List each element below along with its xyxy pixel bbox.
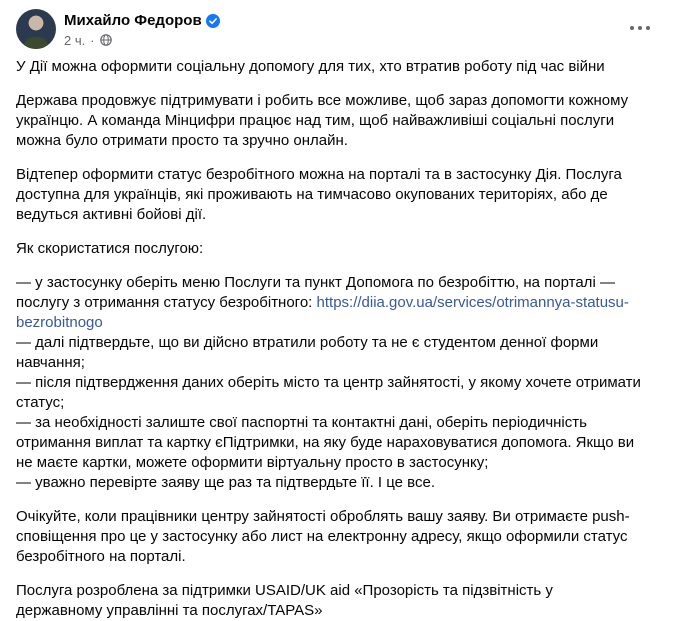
step-1: — у застосунку оберіть меню Послуги та пункт Допомога по безробіттю, на порталі — (16, 274, 615, 291)
post-steps (16, 273, 662, 493)
post-paragraph-6: Очікуйте, коли працівники центру зайнятості оброблять вашу заяву. Ви отримаєте push- сповіщення про це у застосунку або лист на електронну адресу, якщо оформили статус безробітного на порталі. (16, 508, 630, 565)
post-timestamp[interactable]: 2 ч. (64, 32, 86, 48)
step-3: — після підтвердження даних оберіть місто та центр зайнятості, у якому хочете отримати (16, 374, 641, 391)
post-time-row (64, 33, 220, 48)
diia-service-link-cont[interactable]: bezrobitnogo (16, 314, 103, 331)
author-name[interactable]: Михайло Федоров (64, 12, 202, 29)
more-options-icon[interactable] (622, 10, 658, 46)
separator-dot: · (90, 32, 95, 48)
globe-icon[interactable] (100, 34, 112, 46)
step-4-cont-2: не маєте картки, можете оформити віртуальну просто в застосунку; (16, 454, 489, 471)
author-row (64, 11, 220, 31)
post-header (16, 8, 220, 50)
post-paragraph-3: Відтепер оформити статус безробітного можна на порталі та в застосунку Дія. Послуга доступна для українців, які проживають на тимчасово окупованих територіях, або де ведуться активні бойові дії. (16, 166, 622, 223)
post-meta (64, 11, 220, 48)
verified-badge-icon (206, 14, 220, 28)
step-4-cont: отримання виплат та картку єПідтримки, на яку буде нараховуватися допомога. Якщо ви (16, 434, 635, 451)
step-2: — далі підтвердьте, що ви дійсно втратили роботу та не є студентом денної форми (16, 334, 599, 351)
post-paragraph-4: Як скористатися послугою: (16, 240, 204, 257)
post-paragraph-2: Держава продовжує підтримувати і робить все можливе, щоб зараз допомогти кожному українцю. А команда Мінцифри працює над тим, щоб найважливіші соціальні послуги можна було отримати просто та зручно онлайн. (16, 92, 629, 149)
step-1-cont: послугу з отримання статусу безробітного: (16, 294, 317, 311)
avatar-image (24, 37, 48, 49)
post-paragraph-1: У Дії можна оформити соціальну допомогу для тих, хто втратив роботу під час війни (16, 58, 605, 75)
diia-service-link[interactable]: https://diia.gov.ua/services/otrimannya-statusu- (316, 294, 629, 311)
step-4: — за необхідності залиште свої паспортні та контактні дані, оберіть періодичність (16, 414, 587, 431)
avatar[interactable] (16, 9, 56, 49)
post-body (16, 57, 662, 621)
step-5: — уважно перевірте заяву ще раз та підтвердьте її. І це все. (16, 474, 435, 491)
step-3-cont: статус; (16, 394, 65, 411)
step-2-cont: навчання; (16, 354, 85, 371)
post-paragraph-7: Послуга розроблена за підтримки USAID/UK aid «Прозорість та підзвітність у державному управлінні та послугах/TAPAS» (16, 582, 553, 619)
